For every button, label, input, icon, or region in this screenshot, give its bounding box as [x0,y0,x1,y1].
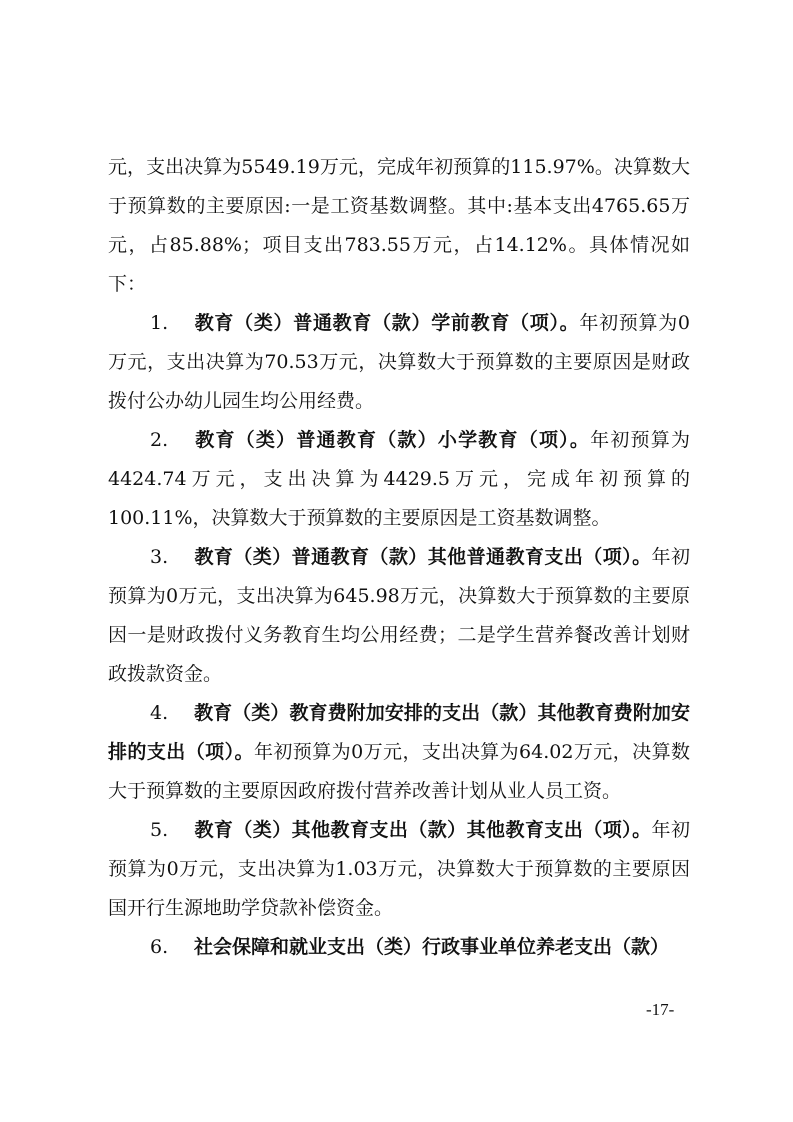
item-number: 4. [150,702,169,724]
item-number: 6. [150,936,169,958]
item-body: 年初预算为0万元，支出决算为645.98万元，决算数大于预算数的主要原因一是财政拨付义务教育生均公用经费；二是学生营养餐改善计划财政拨款资金。 [108,546,690,685]
paragraph-intro [108,148,690,304]
item-body: 年初预算为0万元，支出决算为1.03万元，决算数大于预算数的主要原因国开行生源地助学贷款补偿资金。 [108,819,690,919]
paragraph-4 [108,694,690,811]
page-number: -17- [646,1000,675,1019]
item-heading: 教育（类）普通教育（款）其他普通教育支出（项）。 [194,546,652,568]
paragraph-3 [108,538,690,694]
item-number: 5. [150,819,169,841]
item-number: 1. [150,312,169,334]
item-number: 3. [150,546,169,568]
paragraph-1 [108,304,690,421]
item-heading: 教育（类）普通教育（款）学前教育（项）。 [194,312,580,334]
item-heading: 社会保障和就业支出（类）行政事业单位养老支出（款） [194,936,670,958]
paragraph-body: 元，支出决算为5549.19万元，完成年初预算的115.97%。决算数大于预算数的主要原因:一是工资基数调整。其中:基本支出4765.65万元，占85.88%；项目支出783.55万元，占14.12%。具体情况如下： [108,156,690,295]
item-heading: 教育（类）其他教育支出（款）其他教育支出（项）。 [194,819,652,841]
item-body: 年初预算为0万元，支出决算为64.02万元，决算数大于预算数的主要原因政府拨付营养改善计划从业人员工资。 [108,741,690,802]
paragraph-2 [108,421,690,538]
item-number: 2. [150,429,169,451]
paragraph-6 [108,928,690,967]
item-heading: 教育（类）教育费附加安排的支出（款）其他教育费附加安排的支出（项）。 [108,702,690,763]
item-body: 年初预算为4424.74万元，支出决算为4429.5万元，完成年初预算的100.11%，决算数大于预算数的主要原因是工资基数调整。 [108,429,690,529]
item-heading: 教育（类）普通教育（款）小学教育（项）。 [194,429,591,451]
paragraph-5 [108,811,690,928]
item-body: 年初预算为0万元，支出决算为70.53万元，决算数大于预算数的主要原因是财政拨付公办幼儿园生均公用经费。 [108,312,690,412]
body-text [108,148,690,967]
